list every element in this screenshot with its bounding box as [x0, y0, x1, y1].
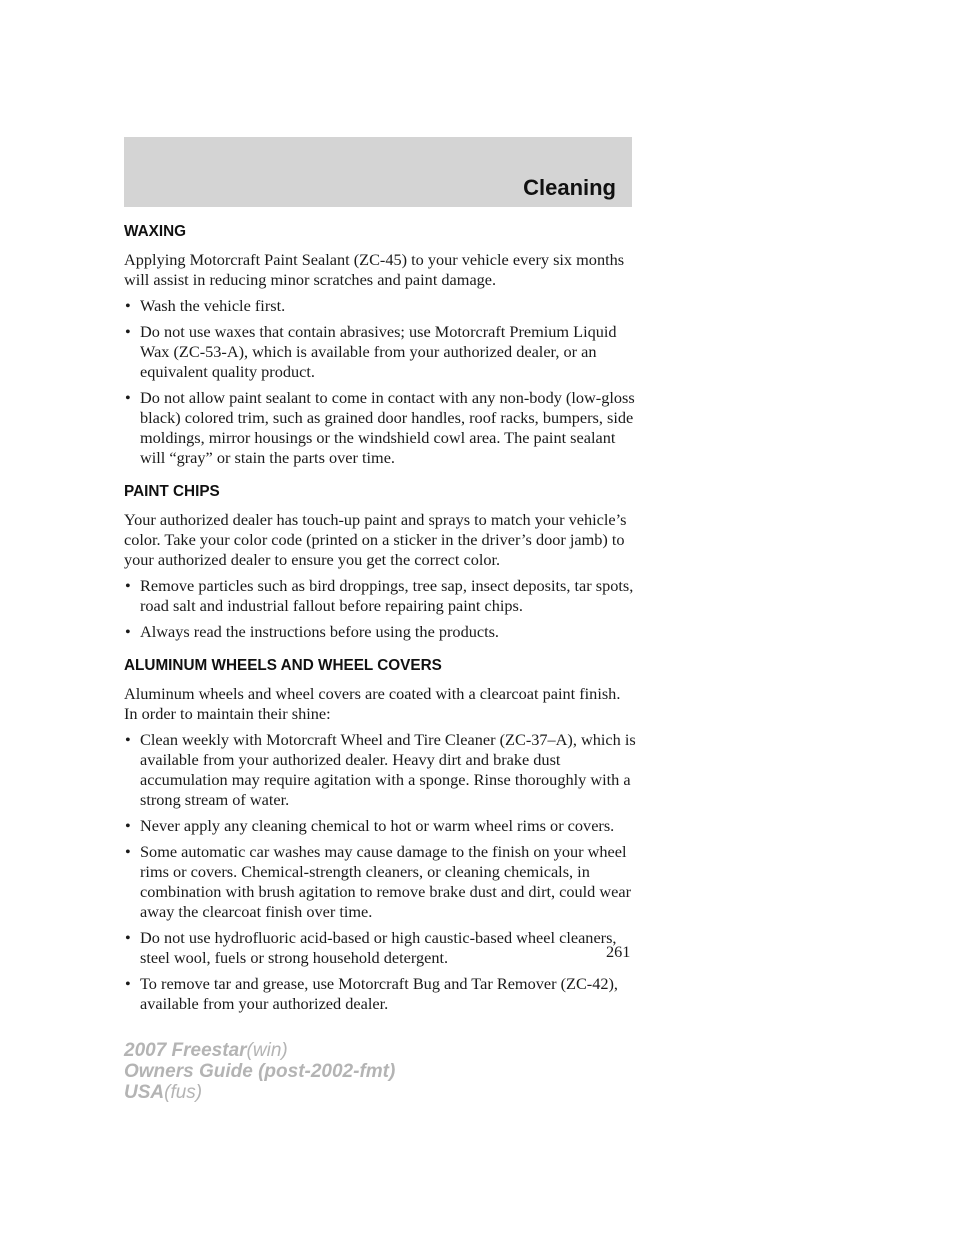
- bullet-icon: •: [125, 974, 131, 993]
- list-item: • Do not use hydrofluoric acid-based or high caustic-based wheel cleaners, steel wool, fuels or strong household detergent.: [125, 928, 617, 967]
- document-footer: [124, 1040, 395, 1103]
- footer-line-guide: Owners Guide (post-2002-fmt): [124, 1061, 396, 1082]
- footer-line-region: USA(fus): [124, 1082, 203, 1103]
- page-number: 261: [606, 942, 631, 961]
- paragraph-aluminum-wheels-intro: Aluminum wheels and wheel covers are coated with a clearcoat paint finish. In order to maintain their shine:: [124, 684, 621, 723]
- list-item: • Wash the vehicle first.: [125, 296, 286, 315]
- bullet-list-paint-chips: [124, 576, 636, 642]
- list-item: • Do not use waxes that contain abrasives; use Motorcraft Premium Liquid Wax (ZC-53-A), which is available from your authorized dealer, or an equivalent quality product.: [125, 322, 617, 381]
- list-item: • Some automatic car washes may cause damage to the finish on your wheel rims or covers. Chemical-strength cleaners, or cleaning chemicals, in combination with brush agitation to remove brake dust and dirt, could wear away the clearcoat finish over time.: [125, 842, 632, 921]
- bullet-icon: •: [125, 842, 131, 861]
- paragraph-waxing-intro: Applying Motorcraft Paint Sealant (ZC-45) to your vehicle every six months will assist in reducing minor scratches and paint damage.: [124, 250, 625, 289]
- section-heading-waxing: WAXING: [124, 223, 187, 240]
- section-title: Cleaning: [523, 175, 616, 200]
- bullet-icon: •: [125, 322, 131, 341]
- section-header-band: [124, 137, 632, 207]
- bullet-icon: •: [125, 730, 131, 749]
- bullet-icon: •: [125, 816, 131, 835]
- list-item: • Remove particles such as bird droppings, tree sap, insect deposits, tar spots, road salt and industrial fallout before repairing paint chips.: [125, 576, 634, 615]
- list-item: • To remove tar and grease, use Motorcraft Bug and Tar Remover (ZC-42), available from your authorized dealer.: [125, 974, 619, 1013]
- list-item: • Never apply any cleaning chemical to hot or warm wheel rims or covers.: [125, 816, 615, 835]
- bullet-icon: •: [125, 928, 131, 947]
- list-item: • Clean weekly with Motorcraft Wheel and Tire Cleaner (ZC-37–A), which is available from your authorized dealer. Heavy dirt and brake dust accumulation may require agitation with a sponge. Rinse thoroughly with a strong stream of water.: [125, 730, 636, 809]
- list-item: • Do not allow paint sealant to come in contact with any non-body (low-gloss black) colored trim, such as grained door handles, roof racks, bumpers, side moldings, mirror housings or the windshield cowl area. The paint sealant will “gray” or stain the parts over time.: [125, 388, 635, 467]
- footer-line-model: 2007 Freestar(win): [124, 1040, 288, 1061]
- bullet-list-waxing: [124, 296, 636, 468]
- section-heading-paint-chips: PAINT CHIPS: [124, 483, 220, 500]
- bullet-icon: •: [125, 388, 131, 407]
- bullet-icon: •: [125, 296, 131, 315]
- section-heading-aluminum-wheels: ALUMINUM WHEELS AND WHEEL COVERS: [124, 657, 442, 674]
- bullet-icon: •: [125, 622, 131, 641]
- bullet-icon: •: [125, 576, 131, 595]
- paragraph-paint-chips-intro: Your authorized dealer has touch-up paint and sprays to match your vehicle’s color. Take your color code (printed on a sticker in the driver’s door jamb) to your authorized dealer to ensure you get the correct color.: [124, 510, 627, 569]
- list-item: • Always read the instructions before using the products.: [125, 622, 500, 641]
- page-content: [124, 222, 636, 1020]
- bullet-list-aluminum-wheels: [124, 730, 636, 1014]
